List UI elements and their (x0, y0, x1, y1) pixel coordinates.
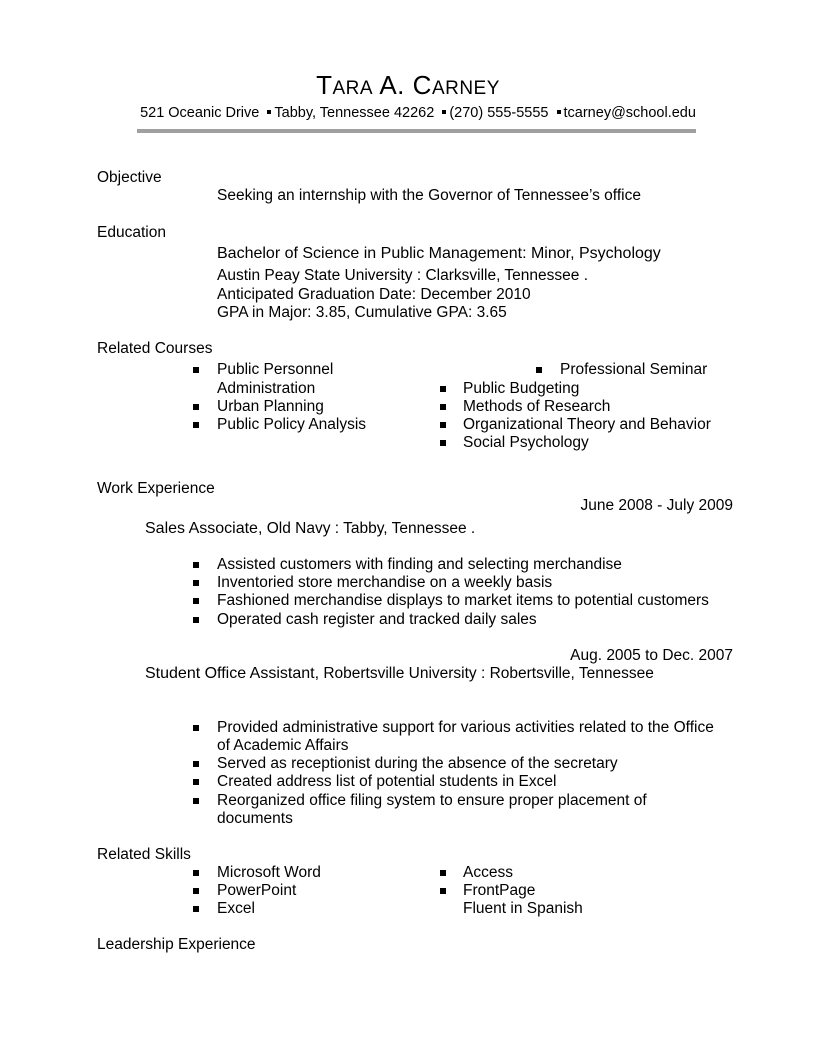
bullet (193, 906, 199, 912)
list-item: Operated cash register and tracked daily sales (217, 611, 537, 628)
bullet (193, 888, 199, 894)
header-divider (137, 129, 696, 133)
school: Austin Peay State University : Clarksville, Tennessee . (217, 267, 589, 284)
email: tcarney@school.edu (563, 105, 696, 121)
job-dates: Aug. 2005 to Dec. 2007 (570, 647, 733, 664)
list-item: FrontPage (463, 882, 536, 899)
contact-line (0, 105, 816, 121)
bullet (536, 367, 542, 373)
phone: (270) 555-5555 (449, 105, 549, 121)
bullet (193, 870, 199, 876)
list-item: Social Psychology (463, 434, 589, 451)
city: Tabby, Tennessee 42262 (274, 105, 435, 121)
bullet (193, 779, 199, 785)
courses-heading: Related Courses (97, 340, 213, 357)
objective-text: Seeking an internship with the Governor of Tennessee’s office (217, 187, 641, 204)
skills-heading: Related Skills (97, 846, 191, 863)
list-item: Inventoried store merchandise on a weekly basis (217, 574, 553, 591)
job-employer: Old Navy : Tabby, Tennessee . (266, 520, 476, 537)
job-title: Student Office Assistant, (145, 665, 320, 682)
bullet (193, 598, 199, 604)
list-item: Urban Planning (217, 398, 324, 415)
bullet (193, 367, 199, 373)
job-dates: June 2008 - July 2009 (580, 497, 733, 514)
bullet (440, 870, 446, 876)
list-item: Public Budgeting (463, 380, 580, 397)
bullet (193, 562, 199, 568)
bullet (193, 761, 199, 767)
bullet (193, 798, 199, 804)
list-item: Fluent in Spanish (463, 900, 583, 917)
job-title-line (145, 665, 654, 683)
work-heading: Work Experience (97, 480, 215, 497)
list-item: of Academic Affairs (217, 737, 349, 754)
gpa: GPA in Major: 3.85, Cumulative GPA: 3.65 (217, 304, 507, 321)
bullet (193, 580, 199, 586)
list-item: Organizational Theory and Behavior (463, 416, 711, 433)
list-item: Reorganized office filing system to ensure proper placement of (217, 792, 647, 809)
job-title: Sales Associate, (145, 520, 263, 537)
list-item: Public Policy Analysis (217, 416, 367, 433)
list-item: PowerPoint (217, 882, 297, 899)
address: 521 Oceanic Drive (140, 105, 260, 121)
list-item: Served as receptionist during the absence of the secretary (217, 755, 618, 772)
bullet (440, 440, 446, 446)
bullet (440, 422, 446, 428)
list-item: Provided administrative support for various activities related to the Office (217, 719, 714, 736)
list-item: Professional Seminar (560, 361, 708, 378)
bullet (440, 386, 446, 392)
list-item: Excel (217, 900, 255, 917)
resume-name: TARA A. CARNEY (316, 70, 500, 100)
job-employer: Robertsville University : Robertsville, Tennessee (323, 665, 654, 682)
list-item: Public Personnel (217, 361, 334, 378)
bullet (193, 725, 199, 731)
list-item: Fashioned merchandise displays to market items to potential customers (217, 592, 709, 609)
bullet (193, 422, 199, 428)
list-item: documents (217, 810, 293, 827)
list-item: Methods of Research (463, 398, 611, 415)
list-item: Created address list of potential students in Excel (217, 773, 557, 790)
bullet (193, 617, 199, 623)
list-item: Access (463, 864, 513, 881)
degree: Bachelor of Science in Public Management: Minor, Psychology (217, 245, 661, 262)
objective-heading: Objective (97, 169, 162, 186)
bullet (193, 404, 199, 410)
list-item: Administration (217, 380, 316, 397)
list-item: Assisted customers with finding and selecting merchandise (217, 556, 622, 573)
bullet (440, 888, 446, 894)
list-item: Microsoft Word (217, 864, 321, 881)
education-heading: Education (97, 224, 166, 241)
job-title-line (145, 520, 475, 538)
graduation-date: Anticipated Graduation Date: December 2010 (217, 286, 531, 303)
leadership-heading: Leadership Experience (97, 936, 256, 953)
bullet (440, 404, 446, 410)
